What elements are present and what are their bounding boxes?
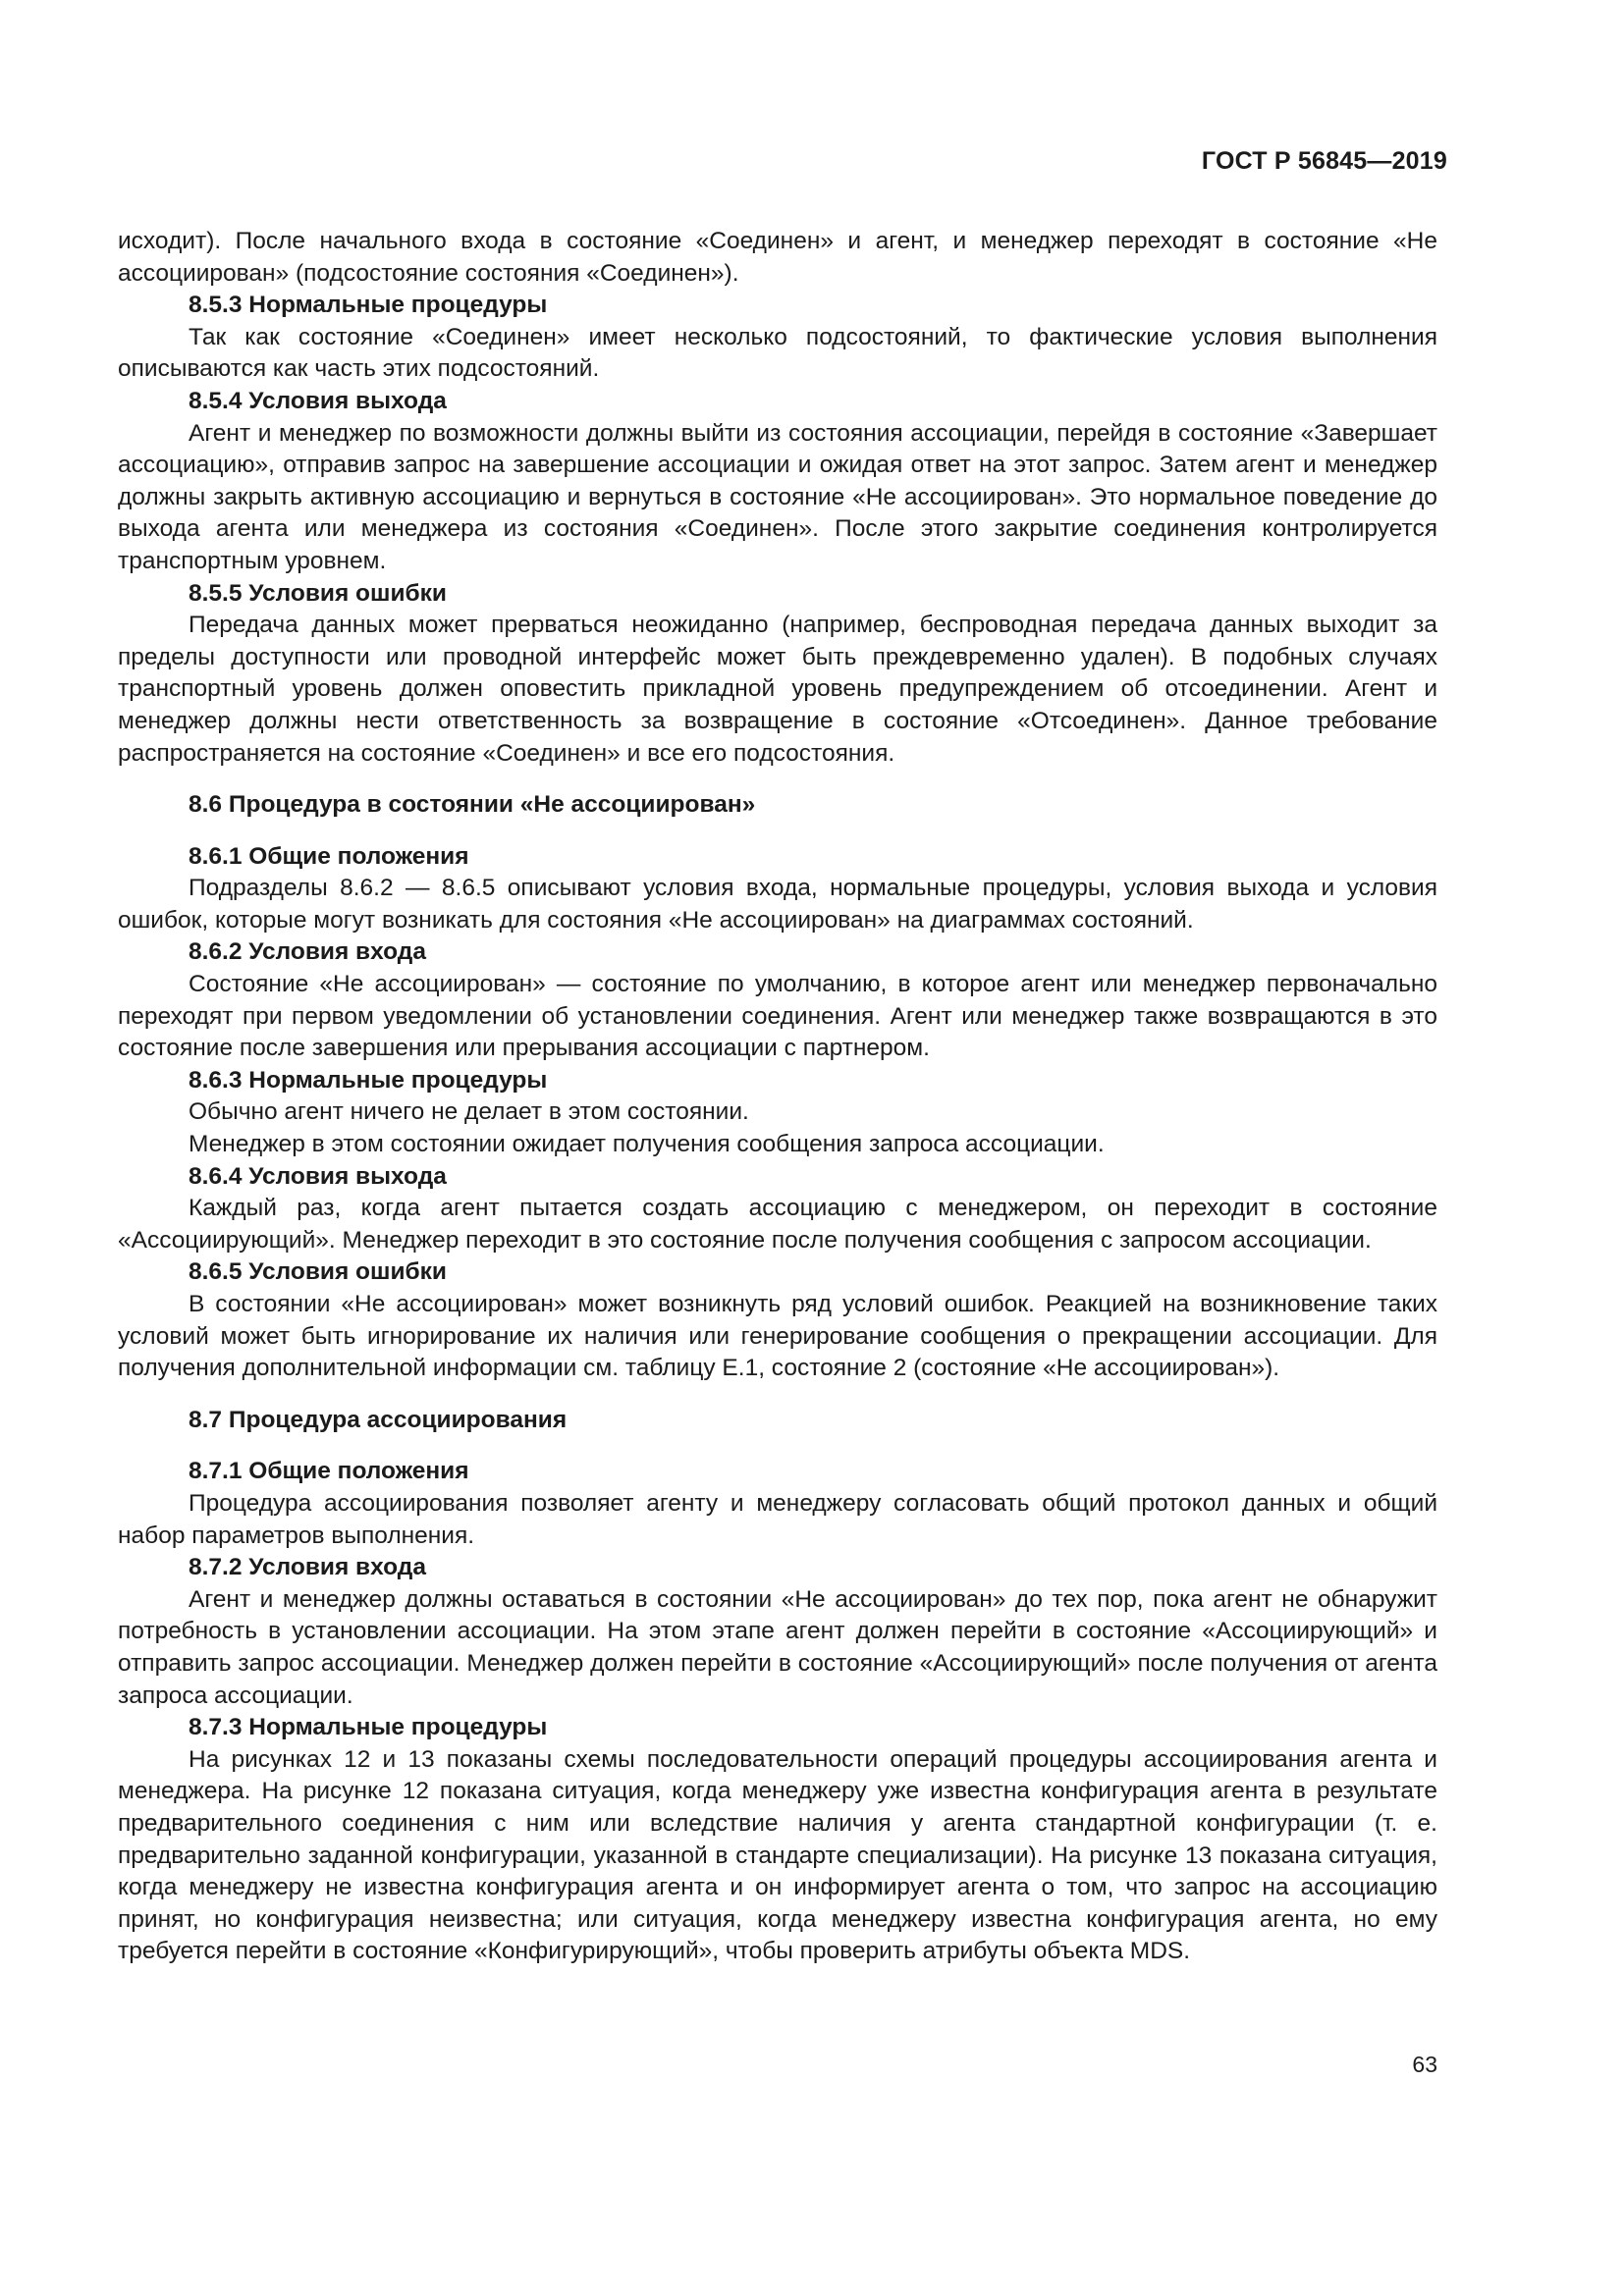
document-header: ГОСТ Р 56845—2019	[1201, 147, 1447, 175]
section-heading: 8.7 Процедура ассоциирования	[189, 1406, 568, 1433]
paragraph: Каждый раз, когда агент пытается создать ассоциацию с менеджером, он переходит в состояние «Ассоциирующий». Менеджер переходит в это состояние после получения сообщения с запросом ассоциации.	[118, 1195, 1437, 1254]
section-heading: 8.5.3 Нормальные процедуры	[189, 292, 548, 319]
paragraph: Состояние «Не ассоциирован» — состояние по умолчанию, в которое агент или менеджер первоначально переходят при первом уведомлении об установлении соединения. Агент или менеджер также возвращаются в это состояние после завершения или прерывания ассоциации с партнером.	[118, 971, 1437, 1062]
section-heading: 8.6.1 Общие положения	[189, 842, 469, 870]
section-heading: 8.7.1 Общие положения	[189, 1458, 469, 1485]
section-heading: 8.6.2 Условия входа	[189, 938, 426, 966]
section-heading: 8.5.5 Условия ошибки	[189, 579, 447, 607]
page-number: 63	[1412, 2052, 1437, 2077]
paragraph: Так как состояние «Соединен» имеет несколько подсостояний, то фактические условия выполнения описываются как часть этих подсостояний.	[118, 323, 1437, 383]
document-body	[118, 226, 1437, 1968]
paragraph: Агент и менеджер должны оставаться в состоянии «Не ассоциирован» до тех пор, пока агент не обнаружит потребность в установлении ассоциации. На этом этапе агент должен перейти в состояние «Ассоциирующий» и отправить запрос ассоциации. Менеджер должен перейти в состояние «Ассоциирующий» после получения от агента запроса ассоциации.	[118, 1585, 1437, 1709]
section-heading: 8.6.4 Условия выхода	[189, 1162, 447, 1190]
section-heading: 8.6 Процедура в состоянии «Не ассоциирован»	[189, 791, 756, 819]
paragraph: Подразделы 8.6.2 — 8.6.5 описывают условия входа, нормальные процедуры, условия выхода и условия ошибок, которые могут возникать для состояния «Не ассоциирован» на диаграммах состояний.	[118, 875, 1437, 934]
paragraph: Агент и менеджер по возможности должны выйти из состояния ассоциации, перейдя в состояние «Завершает ассоциацию», отправив запрос на завершение ассоциации и ожидая ответ на этот запрос. Затем агент и менеджер должны закрыть активную ассоциацию и вернуться в состояние «Не ассоциирован». Это нормальное поведение до выхода агента или менеджера из состояния «Соединен». После этого закрытие соединения контролируется транспортным уровнем.	[118, 419, 1437, 574]
paragraph: Менеджер в этом состоянии ожидает получения сообщения запроса ассоциации.	[189, 1131, 1105, 1158]
paragraph: Обычно агент ничего не делает в этом состоянии.	[189, 1098, 749, 1126]
section-heading: 8.6.3 Нормальные процедуры	[189, 1066, 548, 1094]
paragraph: исходит). После начального входа в состояние «Соединен» и агент, и менеджер переходят в состояние «Не ассоциирован» (подсостояние состояния «Соединен»).	[118, 228, 1437, 287]
paragraph: Передача данных может прерваться неожиданно (например, беспроводная передача данных выходит за пределы доступности или проводной интерфейс может быть преждевременно удален). В подобных случаях транспортный уровень должен оповестить прикладной уровень предупреждением об отсоединении. Агент и менеджер должны нести ответственность за возвращение в состояние «Отсоединен». Данное требование распространяется на состояние «Соединен» и все его подсостояния.	[118, 612, 1437, 767]
section-heading: 8.6.5 Условия ошибки	[189, 1258, 447, 1286]
paragraph: Процедура ассоциирования позволяет агенту и менеджеру согласовать общий протокол данных и общий набор параметров выполнения.	[118, 1489, 1437, 1549]
section-heading: 8.7.3 Нормальные процедуры	[189, 1714, 548, 1741]
paragraph: В состоянии «Не ассоциирован» может возникнуть ряд условий ошибок. Реакцией на возникновение таких условий может быть игнорирование их наличия или генерирование сообщения о прекращении ассоциации. Для получения дополнительной информации см. таблицу Е.1, состояние 2 (состояние «Не ассоциирован»).	[118, 1291, 1437, 1382]
section-heading: 8.5.4 Условия выхода	[189, 387, 447, 414]
paragraph: На рисунках 12 и 13 показаны схемы последовательности операций процедуры ассоциирования агента и менеджера. На рисунке 12 показана ситуация, когда менеджеру уже известна конфигурация агента в результате предварительного соединения с ним или вследствие наличия у агента стандартной конфигурации (т. е. предварительно заданной конфигурации, указанной в стандарте специализации). На рисунке 13 показана ситуация, когда менеджеру не известна конфигурация агента и он информирует агента о том, что запрос на ассоциацию принят, но конфигурация неизвестна; или ситуация, когда менеджеру известна конфигурация агента, но ему требуется перейти в состояние «Конфигурирующий», чтобы проверить атрибуты объекта MDS.	[118, 1745, 1437, 1965]
section-heading: 8.7.2 Условия входа	[189, 1554, 426, 1581]
